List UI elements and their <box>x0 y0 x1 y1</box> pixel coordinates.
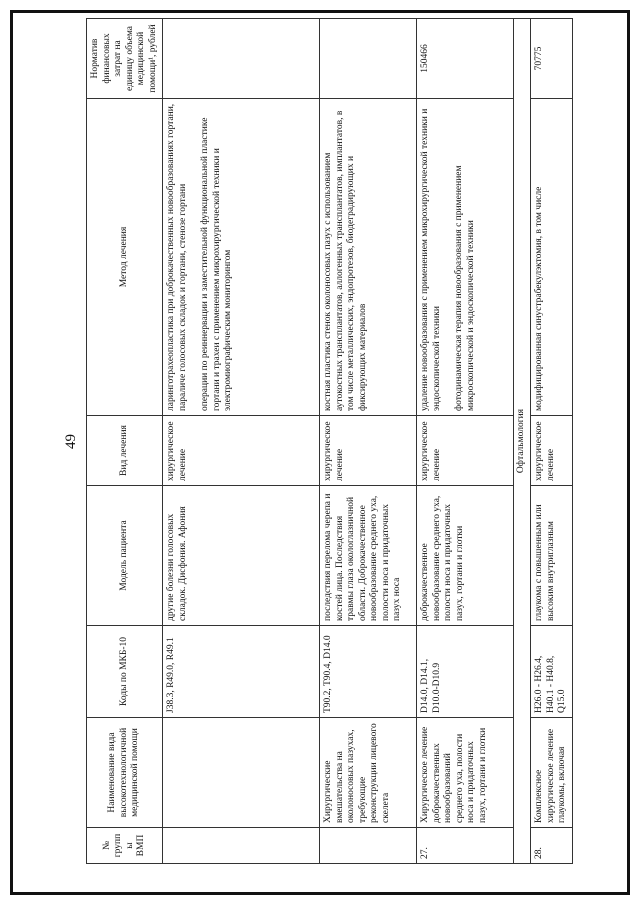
cell-norm <box>163 19 320 99</box>
cell-method: костная пластика стенок околоносовых пазух с использованием аутокостных трансплантатов, аллогенных трансплантатов, имплантатов, в том числе металлических, эндопротезов, биодеградирующих и фиксирующих материалов <box>320 99 417 416</box>
table-row <box>320 19 417 864</box>
section-row <box>514 19 531 864</box>
cell-icd: D14.0, D14.1, D10.0-D10.9 <box>417 626 514 718</box>
cell-norm: 70775 <box>531 19 573 99</box>
cell-method <box>163 99 320 416</box>
header-model: Модель пациента <box>87 486 163 626</box>
section-title: Офтальмология <box>514 19 531 864</box>
cell-group <box>163 828 320 864</box>
cell-icd: H26.0 - H26.4, H40.1 - H40.8, Q15.0 <box>531 626 573 718</box>
cell-model: другие болезни голосовых складок. Дисфония. Афония <box>163 486 320 626</box>
cell-icd: T90.2, T90.4, D14.0 <box>320 626 417 718</box>
cell-model: глаукома с повышенным или высоким внутриглазным <box>531 486 573 626</box>
cell-model: последствия перелома черепа и костей лица. Последствия травмы глаза окологлазничной области. Доброкачественное новообразование среднего уха, полости носа и придаточных пазух носа <box>320 486 417 626</box>
method-item: ларинготрахеопластика при доброкачественных новообразованиях гортани, параличе голосовых складок и гортани, стенозе гортани <box>166 103 188 411</box>
method-item: операции по реиннервации и заместительной функциональной пластике гортани и трахеи с применением микрохирургической техники и электромиографическим мониторингом <box>200 117 233 411</box>
header-group: № группы ВМП <box>87 828 163 864</box>
cell-name: Хирургическое лечение доброкачественных новообразований среднего уха, полости носа и придаточных пазух, гортани и глотки <box>417 718 514 828</box>
method-item: удаление новообразования с применением микрохирургической техники и эндоскопической техники <box>420 108 442 411</box>
cell-norm: 150466 <box>417 19 514 99</box>
cell-kind: хирургическое лечение <box>417 416 514 486</box>
cell-method: модифицированная синустрабекулэктомия, в том числе <box>531 99 573 416</box>
cell-icd: J38.3, R49.0, R49.1 <box>163 626 320 718</box>
cell-group <box>320 828 417 864</box>
cell-kind: хирургическое лечение <box>163 416 320 486</box>
header-norm: Норматив финансовых затрат на единицу объема медицинской помощи¹, рублей <box>87 19 163 99</box>
rotated-document-page <box>60 19 580 864</box>
header-icd: Коды по МКБ-10 <box>87 626 163 718</box>
vmp-table <box>86 18 573 864</box>
cell-norm <box>320 19 417 99</box>
table-row <box>531 19 573 864</box>
header-method: Метод лечения <box>87 99 163 416</box>
page-number: 49 <box>63 434 79 449</box>
header-name: Наименование вида высокотехнологичной медицинской помощи <box>87 718 163 828</box>
method-item: фотодинамическая терапия новообразования с применением микроскопической и эндоскопической техники <box>454 165 476 411</box>
header-kind: Вид лечения <box>87 416 163 486</box>
cell-name: Комплексное хирургическое лечение глаукомы, включая <box>531 718 573 828</box>
cell-group: 28. <box>531 828 573 864</box>
table-header-row <box>87 19 163 864</box>
cell-kind: хирургическое лечение <box>320 416 417 486</box>
cell-group: 27. <box>417 828 514 864</box>
table-row <box>417 19 514 864</box>
cell-name: Хирургические вмешательства на околоносовых пазухах, требующие реконструкции лицевого скелета <box>320 718 417 828</box>
cell-model: доброкачественное новообразование среднего уха, полости носа и придаточных пазух, гортани и глотки <box>417 486 514 626</box>
cell-name <box>163 718 320 828</box>
cell-method <box>417 99 514 416</box>
table-row <box>163 19 320 864</box>
cell-kind: хирургическое лечение <box>531 416 573 486</box>
